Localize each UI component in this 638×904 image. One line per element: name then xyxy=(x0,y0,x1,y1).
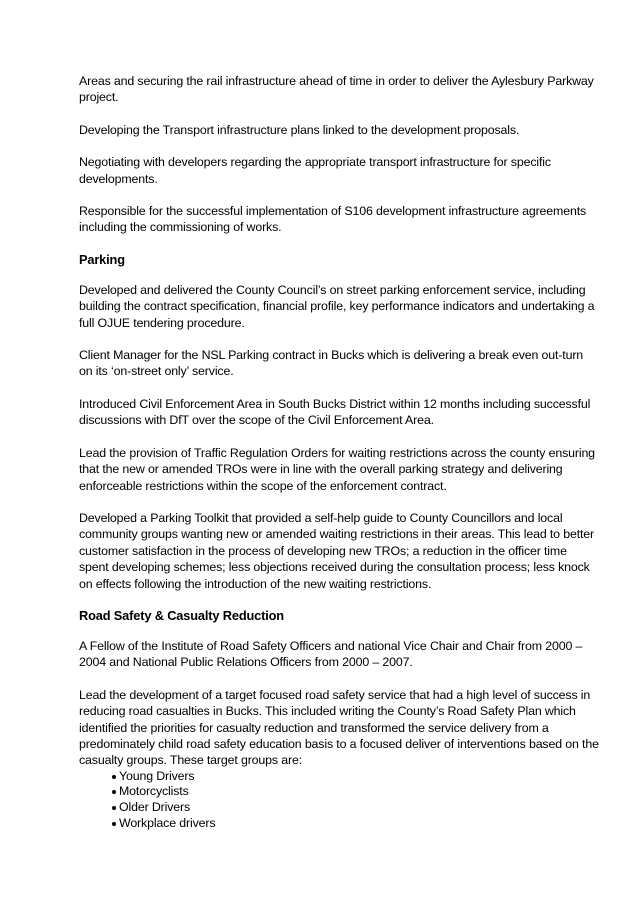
list-item-label: Young Drivers xyxy=(119,768,195,783)
paragraph: Areas and securing the rail infrastructure ahead of time in order to deliver the Aylesbury Parkway project. xyxy=(79,74,594,105)
paragraph: Negotiating with developers regarding the appropriate transport infrastructure for specific developments. xyxy=(79,155,551,186)
list-item xyxy=(79,816,599,832)
paragraph: Developing the Transport infrastructure plans linked to the development proposals. xyxy=(79,122,520,137)
paragraph: Lead the development of a target focused road safety service that had a high level of success in reducing road casualties in Bucks. This included writing the County’s Road Safety Plan which identified the priorities for casualty reduction and transformed the service delivery from a predominately child road safety education basis to a focused deliver of interventions based on the casualty groups. These target groups are: xyxy=(79,687,599,768)
paragraph: Introduced Civil Enforcement Area in South Bucks District within 12 months including successful discussions with DfT over the scope of the Civil Enforcement Area. xyxy=(79,396,591,428)
document-body xyxy=(79,73,599,831)
list-item xyxy=(79,784,599,800)
list-item xyxy=(79,769,599,785)
section-heading-road-safety: Road Safety & Casualty Reduction xyxy=(79,607,284,623)
list-item-label: Motorcyclists xyxy=(119,784,189,799)
paragraph: A Fellow of the Institute of Road Safety Officers and national Vice Chair and Chair from 2000 – 2004 and National Public Relations Officers from 2000 – 2007. xyxy=(79,638,583,670)
bullet-icon xyxy=(112,822,116,826)
paragraph: Developed a Parking Toolkit that provided a self-help guide to County Councillors and local community groups wanting new or amended waiting restrictions in their areas. This lead to better customer satisfaction in the process of developing new TROs; a reduction in the officer time spent developing schemes; less objections received during the consultation process; less knock on effects following the introduction of the new waiting restrictions. xyxy=(79,510,594,591)
paragraph: Responsible for the successful implementation of S106 development infrastructure agreements including the commissioning of works. xyxy=(79,204,587,235)
target-groups-list xyxy=(79,769,599,831)
list-item xyxy=(79,800,599,816)
list-item-label: Workplace drivers xyxy=(119,815,216,830)
section-heading-parking: Parking xyxy=(79,251,125,267)
bullet-icon xyxy=(112,790,116,794)
paragraph: Developed and delivered the County Council’s on street parking enforcement service, including building the contract specification, financial profile, key performance indicators and undertaking a full OJUE tendering procedure. xyxy=(79,282,595,330)
paragraph: Lead the provision of Traffic Regulation Orders for waiting restrictions across the county ensuring that the new or amended TROs were in line with the overall parking strategy and delivering enforceable restrictions within the scope of the enforcement contract. xyxy=(79,445,595,493)
bullet-icon xyxy=(112,775,116,779)
bullet-icon xyxy=(112,806,116,810)
list-item-label: Older Drivers xyxy=(119,799,191,814)
paragraph: Client Manager for the NSL Parking contract in Bucks which is delivering a break even out-turn on its ‘on-street only’ service. xyxy=(79,348,584,379)
